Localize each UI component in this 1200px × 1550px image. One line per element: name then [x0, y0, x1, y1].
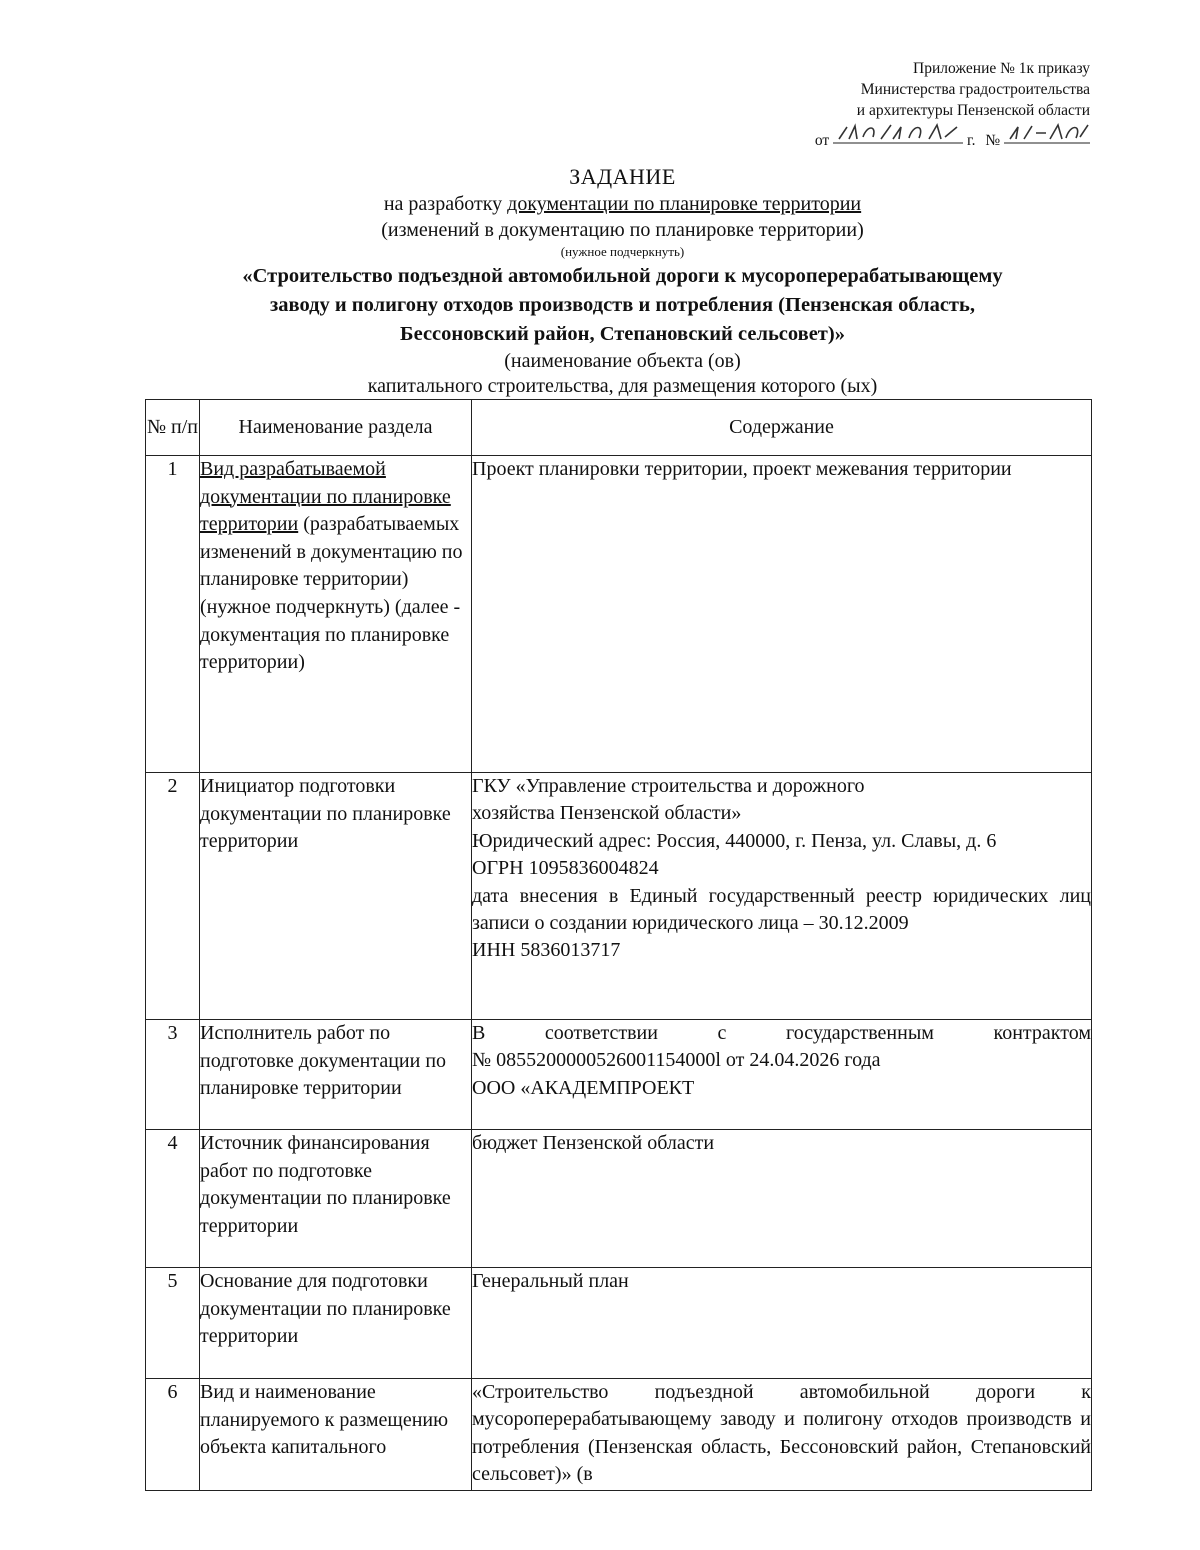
- row-content: Проект планировки территории, проект межевания территории: [472, 456, 1092, 773]
- row-number: 1: [146, 456, 200, 773]
- row-content: бюджет Пензенской области: [472, 1130, 1092, 1268]
- table-row: [146, 1130, 1092, 1268]
- row-number: 4: [146, 1130, 200, 1268]
- header-content: Содержание: [472, 400, 1092, 456]
- subtitle-underlined: документации по планировке территории: [507, 193, 862, 215]
- appendix-line-2: Министерства градостроительства: [860, 81, 1090, 98]
- object-name-line-3: Бессоновский район, Степановский сельсовет)»: [400, 323, 845, 345]
- table-row: [146, 1020, 1092, 1130]
- row-number: 5: [146, 1268, 200, 1379]
- row-content: [472, 773, 1092, 1020]
- handwritten-date-signature: [833, 121, 963, 145]
- subtitle-changes: (изменений в документацию по планировке территории): [381, 219, 864, 241]
- handwritten-number-signature: [1004, 121, 1090, 145]
- object-caption-line-2: капитального строительства, для размещения которого (ых): [367, 375, 878, 397]
- document-heading: ЗАДАНИЕ: [569, 164, 676, 189]
- header-num: № п/п: [146, 400, 200, 456]
- row-number: 3: [146, 1020, 200, 1130]
- row-content: Генеральный план: [472, 1268, 1092, 1379]
- content-line: ОГРН 1095836004824: [472, 857, 659, 880]
- content-line: хозяйства Пензенской области»: [472, 802, 742, 825]
- content-line: Юридический адрес: Россия, 440000, г. Пенза, ул. Славы, д. 6: [472, 829, 997, 852]
- object-name-line-1: «Строительство подъездной автомобильной дороги к мусороперерабатывающему: [242, 265, 1003, 287]
- row-content: [472, 1020, 1092, 1130]
- row-number: 6: [146, 1379, 200, 1491]
- appendix-line-1: Приложение № 1к приказу: [913, 60, 1090, 77]
- number-label: №: [985, 132, 1001, 149]
- content-line: ИНН 5836013717: [472, 939, 621, 962]
- appendix-line-3: и архитектуры Пензенской области: [856, 102, 1090, 119]
- content-line: ГКУ «Управление строительства и дорожного: [472, 775, 865, 797]
- table-header-row: [146, 400, 1092, 456]
- appendix-date-number-line: [700, 121, 1090, 151]
- table-row: [146, 773, 1092, 1020]
- row-section-name: [200, 456, 472, 773]
- content-line: В соответствии с государственным контрактом: [472, 1022, 1091, 1044]
- title-block: [150, 163, 1095, 399]
- table-row: [146, 1379, 1092, 1491]
- document-subtitle: [150, 191, 1095, 217]
- year-suffix: г.: [966, 132, 976, 149]
- appendix-header: [700, 58, 1090, 151]
- row-section-name: Исполнитель работ по подготовке документации по планировке территории: [200, 1020, 472, 1130]
- table-row: [146, 456, 1092, 773]
- row-content: «Строительство подъездной автомобильной дороги к мусороперерабатывающему заводу и полигону отходов производств и потребления (Пензенская область, Бессоновский район, Степановский сельсовет)» (в: [472, 1379, 1092, 1491]
- section-name-rest: (разрабатываемых изменений в документацию по планировке территории) (нужное подчеркнуть) (далее - документация по планировке территории): [200, 513, 463, 674]
- object-name-line-2: заводу и полигону отходов производств и потребления (Пензенская область,: [270, 294, 975, 316]
- row-section-name: Источник финансирования работ по подготовке документации по планировке территории: [200, 1130, 472, 1268]
- subtitle-hint: (нужное подчеркнуть): [560, 244, 685, 259]
- subtitle-prefix: на разработку: [383, 193, 508, 215]
- from-label: от: [814, 132, 830, 149]
- table-row: [146, 1268, 1092, 1379]
- content-line: дата внесения в Единый государственный реестр юридических лиц записи о создании юридического лица – 30.12.2009: [472, 884, 1091, 935]
- row-section-name: Вид и наименование планируемого к размещению объекта капитального: [200, 1379, 472, 1491]
- content-line: № 0855200000526001154000l от 24.04.2026 года: [472, 1049, 881, 1072]
- row-number: 2: [146, 773, 200, 1020]
- assignment-table: [145, 399, 1092, 1491]
- object-caption-line-1: (наименование объекта (ов): [504, 350, 741, 372]
- row-section-name: Основание для подготовки документации по планировке территории: [200, 1268, 472, 1379]
- header-section: Наименование раздела: [200, 400, 472, 456]
- section-name-underlined: Вид разрабатываемой документации по планировке территории: [200, 458, 451, 536]
- row-section-name: Инициатор подготовки документации по планировке территории: [200, 773, 472, 1020]
- content-line: ООО «АКАДЕМПРОЕКТ: [472, 1076, 695, 1099]
